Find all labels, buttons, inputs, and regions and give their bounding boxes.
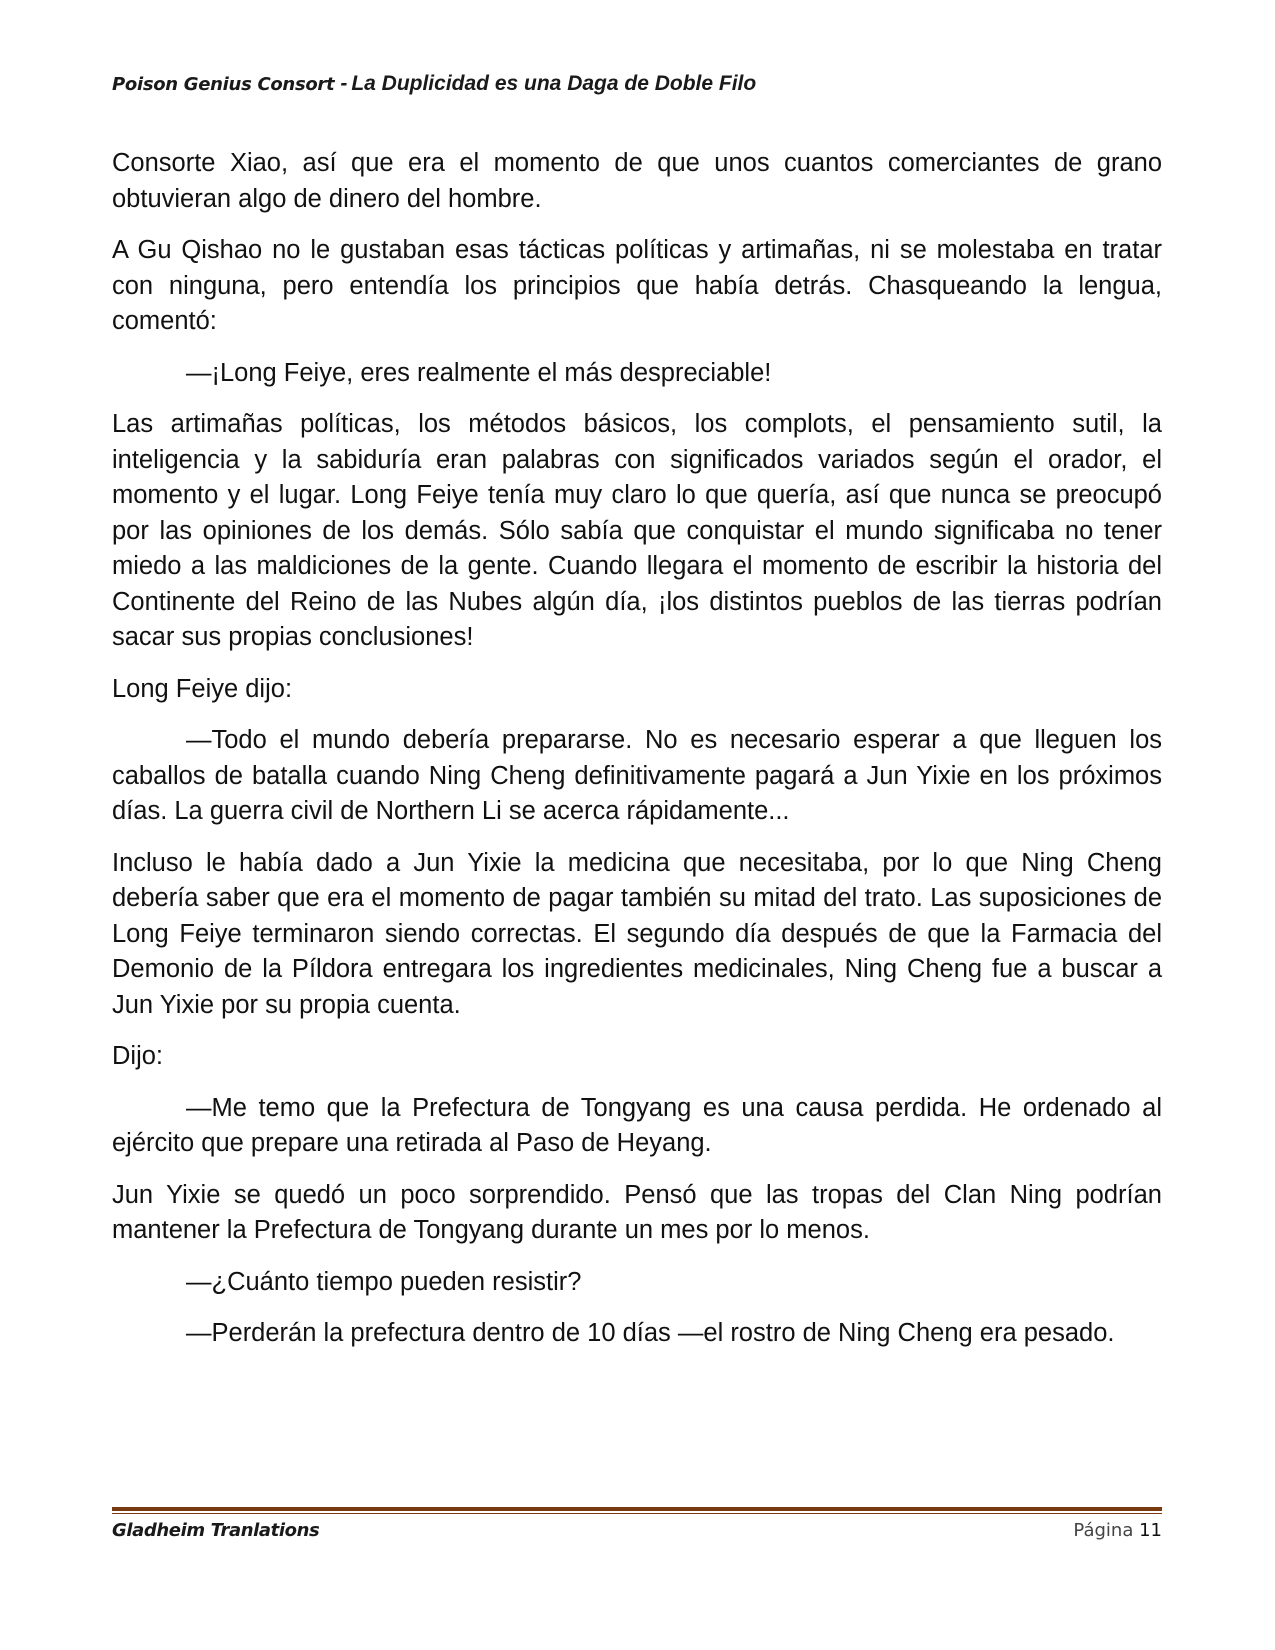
paragraph: Jun Yixie se quedó un poco sorprendido. Pensó que las tropas del Clan Ning podrían mantener la Prefectura de Tongyang durante un mes por lo menos.	[112, 1180, 1162, 1244]
publisher-name: Gladheim Tranlations	[112, 1520, 320, 1541]
dialogue-paragraph: —¡Long Feiye, eres realmente el más despreciable!	[186, 358, 772, 387]
dialogue-paragraph: —Me temo que la Prefectura de Tongyang es una causa perdida. He ordenado al ejército que prepare una retirada al Paso de Heyang.	[112, 1093, 1162, 1157]
footer-divider	[112, 1507, 1162, 1514]
page-label: Página	[1073, 1520, 1134, 1541]
header-separator: -	[340, 72, 348, 95]
page-header	[112, 72, 1162, 96]
dialogue-paragraph: —Perderán la prefectura dentro de 10 días —el rostro de Ning Cheng era pesado.	[186, 1319, 1115, 1347]
body-text	[112, 146, 1162, 1368]
paragraph: Long Feiye dijo:	[112, 674, 293, 703]
series-title: Poison Genius Consort	[112, 74, 335, 95]
chapter-title: La Duplicidad es una Daga de Doble Filo	[351, 72, 757, 95]
paragraph: A Gu Qishao no le gustaban esas tácticas políticas y artimañas, ni se molestaba en tratar con ninguna, pero entendía los principios que había detrás. Chasqueando la lengua, comentó:	[112, 236, 1162, 335]
dialogue-paragraph: —¿Cuánto tiempo pueden resistir?	[186, 1267, 582, 1296]
footer-divider-thin	[112, 1513, 1162, 1514]
footer-divider-thick	[112, 1507, 1162, 1511]
paragraph: Dijo:	[112, 1042, 164, 1070]
paragraph: Incluso le había dado a Jun Yixie la medicina que necesitaba, por lo que Ning Cheng debería saber que era el momento de pagar también su mitad del trato. Las suposiciones de Long Feiye terminaron siendo correctas. El segundo día después de que la Farmacia del Demonio de la Píldora entregara los ingredientes medicinales, Ning Cheng fue a buscar a Jun Yixie por su propia cuenta.	[112, 848, 1162, 1019]
paragraph: Consorte Xiao, así que era el momento de que unos cuantos comerciantes de grano obtuvieran algo de dinero del hombre.	[112, 149, 1162, 213]
paragraph: Las artimañas políticas, los métodos básicos, los complots, el pensamiento sutil, la inteligencia y la sabiduría eran palabras con significados variados según el orador, el momento y el lugar. Long Feiye tenía muy claro lo que quería, así que nunca se preocupó por las opiniones de los demás. Sólo sabía que conquistar el mundo significaba no tener miedo a las maldiciones de la gente. Cuando llegara el momento de escribir la historia del Continente del Reino de las Nubes algún día, ¡los distintos pueblos de las tierras podrían sacar sus propias conclusiones!	[112, 410, 1162, 651]
page-number	[1073, 1520, 1162, 1541]
page-footer	[112, 1520, 1162, 1550]
page-number-value: 11	[1139, 1520, 1162, 1541]
dialogue-paragraph: —Todo el mundo debería prepararse. No es necesario esperar a que lleguen los caballos de batalla cuando Ning Cheng definitivamente pagará a Jun Yixie en los próximos días. La guerra civil de Northern Li se acerca rápidamente...	[112, 726, 1162, 825]
